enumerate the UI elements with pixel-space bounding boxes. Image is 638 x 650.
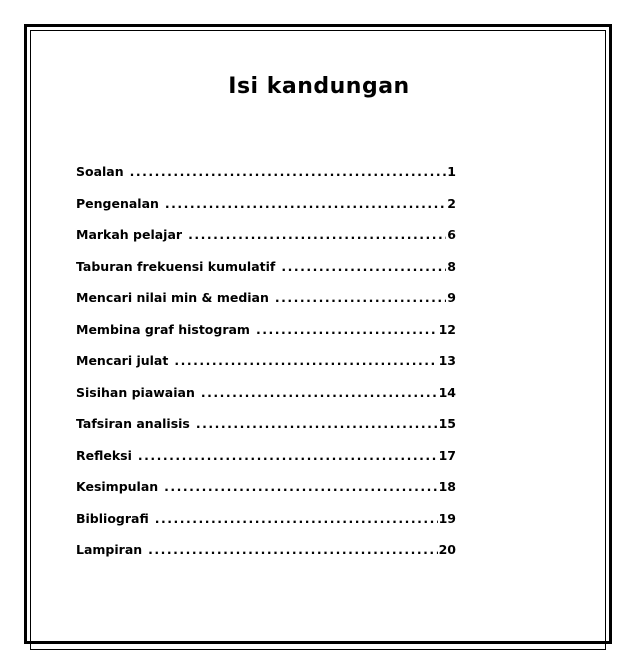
toc-dot-leader <box>155 511 438 526</box>
toc-entry-label: Taburan frekuensi kumulatif <box>76 258 276 274</box>
toc-entry-label: Soalan <box>76 164 124 179</box>
toc-dot-leader <box>138 448 438 463</box>
toc-entry <box>76 385 456 417</box>
toc-entry-label: Bibliografi <box>76 510 149 526</box>
toc-dot-leader <box>275 290 446 305</box>
page-title: Isi kandungan <box>228 74 410 99</box>
toc-dot-leader <box>130 164 447 179</box>
toc-entry-label: Kesimpulan <box>76 479 159 494</box>
toc-entry-page: 2 <box>447 195 456 211</box>
toc-entry <box>76 479 456 511</box>
toc-entry <box>76 511 456 543</box>
toc-entry-label: Refleksi <box>76 447 132 463</box>
toc-entry <box>76 227 456 259</box>
toc-entry-page: 15 <box>438 416 456 431</box>
toc-entry-page: 20 <box>438 542 456 557</box>
toc-entry <box>76 542 456 574</box>
toc-entry <box>76 448 456 480</box>
toc-entry-page: 6 <box>447 227 456 242</box>
toc-entry-page: 17 <box>438 447 456 463</box>
toc-entry-label: Pengenalan <box>76 195 159 211</box>
toc-entry <box>76 416 456 448</box>
toc-entry-page: 19 <box>438 510 456 526</box>
toc-entry <box>76 196 456 228</box>
toc-dot-leader <box>196 416 438 431</box>
toc-entry-label: Markah pelajar <box>76 227 183 242</box>
toc-entry-label: Mencari nilai min & median <box>76 290 269 305</box>
table-of-contents <box>76 164 456 574</box>
toc-dot-leader <box>148 542 437 557</box>
toc-entry-page: 12 <box>438 321 456 337</box>
toc-entry-label: Mencari julat <box>76 353 169 368</box>
toc-entry <box>76 353 456 385</box>
toc-dot-leader <box>201 385 438 400</box>
toc-dot-leader <box>281 259 446 274</box>
toc-entry <box>76 290 456 322</box>
toc-entry-page: 13 <box>438 353 456 368</box>
toc-entry <box>76 322 456 354</box>
toc-entry-page: 1 <box>447 164 456 179</box>
toc-entry-page: 14 <box>438 384 456 400</box>
toc-entry-label: Membina graf histogram <box>76 321 250 337</box>
toc-dot-leader <box>165 196 446 211</box>
toc-entry-page: 9 <box>447 290 456 305</box>
toc-entry-label: Sisihan piawaian <box>76 384 195 400</box>
toc-entry-label: Tafsiran analisis <box>76 416 190 431</box>
toc-entry-page: 8 <box>447 258 456 274</box>
toc-dot-leader <box>174 353 437 368</box>
toc-entry-page: 18 <box>438 479 456 494</box>
toc-entry <box>76 164 456 196</box>
toc-entry-label: Lampiran <box>76 542 143 557</box>
toc-entry <box>76 259 456 291</box>
toc-dot-leader <box>188 227 446 242</box>
toc-dot-leader <box>164 479 437 494</box>
toc-dot-leader <box>256 322 438 337</box>
